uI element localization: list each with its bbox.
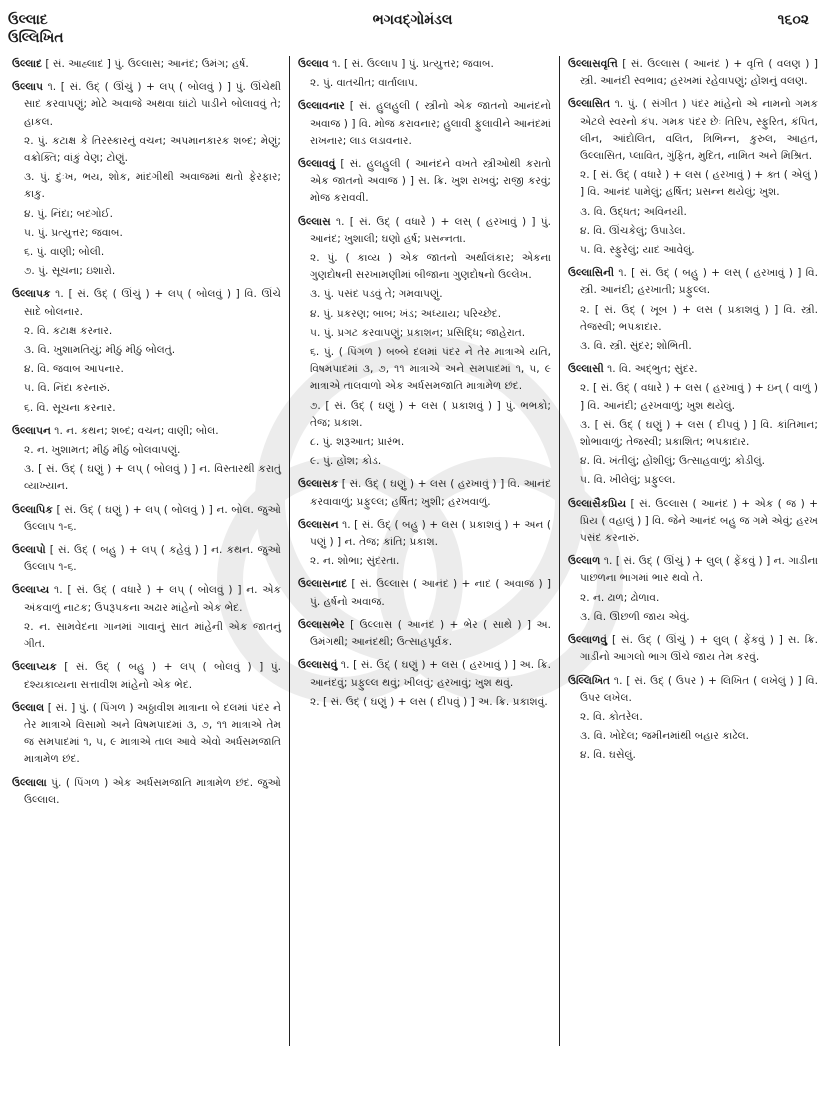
dictionary-entry (568, 361, 818, 489)
sense-item: ૨. ન. શોભા; સુંદરતા. (310, 555, 400, 568)
page-number: ૧૬૦૨ (777, 12, 809, 28)
entry-definition (12, 659, 281, 693)
headword: ઉલ્લાસિની (568, 267, 615, 280)
dictionary-entry (568, 56, 818, 90)
definition-text: ૧. [ સં. ઉલ્લાપ ] પું. પ્રત્યુત્તર; જવાબ. (328, 58, 494, 70)
headword: ઉલ્લાસન (298, 518, 339, 531)
sense-item: ૩. વિ. ઊછળી જાય એવું. (580, 610, 690, 623)
dictionary-entry (298, 98, 551, 150)
headword: ઉલ્લાપો (12, 544, 46, 557)
entry-definition (12, 542, 281, 576)
sense-item: ૪. વિ. ઊંચકેલું; ઉપાડેલ. (580, 224, 686, 237)
headword: ઉલ્લાવ (298, 58, 329, 70)
sense-item: ૨. વિ. કોતરેલ. (580, 710, 643, 723)
definition-text: પું. ( પિંગળ ) એક અર્ધસમજાતિ માત્રામેળ છંદ. જુઓ ઉલ્લાલ. (24, 776, 281, 806)
entry-definition (12, 56, 281, 73)
column-1 (10, 56, 290, 1046)
definition-text: [ સં. ઉદ્ ( ઘણું ) + લપ્ ( બોલવું ) ] ન. બોલ. જુઓ ઉલ્લાપ ૧-૬. (24, 503, 281, 533)
sense-item: ૫. વિ. સ્ફુરેલું; યાદ આવેલું. (580, 244, 695, 257)
definition-text: ૧. [ સં. ઉદ્ ( બહુ ) + લસ ( પ્રકાશવું ) + અન ( પણું ) ] ન. તેજ; કાંતિ; પ્રકાશ. (310, 518, 551, 549)
headword: ઉલ્લાસૈકપ્રિય (568, 497, 627, 510)
sense-item: ૩. [ સં. ઉદ્ ( ઘણું ) + લસ ( દીપવું ) ] વિ. કાંતિમાન; શોભાવાળું; તેજસ્વી; પ્રકાશિત; ભપકાદાર. (580, 418, 818, 449)
sense-item: ૨. વિ. કટાક્ષ કરનાર. (24, 324, 113, 337)
dictionary-entry (298, 576, 551, 610)
sense-item: ૨. ન. ખુશામત; મીઠું મીઠું બોલવાપણું. (24, 444, 181, 457)
sense-item: ૪. પું. પ્રકરણ; બાબ; ખંડ; અધ્યાય; પરિચ્છેદ. (310, 307, 502, 320)
sense-item: ૫. પું. પ્રગટ કરવાપણું; પ્રકાશન; પ્રસિદ્ધિ; જાહેરાત. (310, 326, 526, 339)
headword: ઉલ્લાપ્યક (12, 661, 57, 674)
dictionary-entry (568, 496, 818, 548)
dictionary-entry (298, 657, 551, 711)
dictionary-entry (298, 476, 551, 510)
entry-definition (298, 476, 551, 510)
dictionary-entry (568, 673, 818, 765)
entry-definition (298, 56, 551, 73)
sense-item: ૪. વિ. જવાબ આપનાર. (24, 363, 124, 376)
sense-item: ૬. પું. ( પિંગળ ) બબ્બે દલમાં પંદર ને તેર માત્રાએ યતિ, વિષમપાદમાં ૩, ૭, ૧૧ માત્રાએ અને સમપાદમાં ૧, ૫, ૯ માત્રાએ તાલવાળો એક અર્ધસમજાતિ માત્રામેળ છંદ. (310, 346, 551, 393)
headword: ઉલ્લાસ (298, 215, 331, 228)
entry-definition (12, 79, 281, 131)
sense-item: ૨. [ સં. ઉદ્ ( વધારે ) + લસ ( હરખાવું ) + ઇન્ ( વાળું ) ] વિ. આનંદી; હરખવાળું; ખુશ થયેલું. (580, 382, 818, 412)
sense-item: ૨. પું. કટાક્ષ કે તિરસ્કારનું વચન; અપમાનકારક શબ્દ; મેણું; વક્રોક્તિ; વાંકું વેણ; ટોણું. (24, 134, 281, 165)
headword: ઉલ્લાપ (12, 81, 43, 94)
headword: ઉલ્લાવવું (298, 158, 336, 171)
dictionary-entry (298, 617, 551, 651)
dictionary-entry (298, 214, 551, 471)
entry-definition (568, 96, 818, 165)
definition-text: [ સં. ઉલ્લાસ ( આનંદ ) + એક ( જ ) + પ્રિય ( વહાલું ) ] વિ. જેને આનંદ બહુ જ ગમે એવું; હરખ પસંદ કરનારું. (580, 497, 818, 545)
definition-text: [ સં. ઉદ્ ( ઊંચું ) + લુલ્ ( ફેંકવું ) ] સ. ક્રિ. ગાડીનો આગલો ભાગ ઊંચે જાય તેમ કરવું. (580, 634, 818, 664)
dictionary-entry (568, 553, 818, 626)
page-title: ભગવદ્ગોમંડલ (372, 12, 453, 28)
entry-definition (568, 632, 818, 666)
dictionary-entry (12, 700, 281, 769)
definition-text: [ સં. આહ્લાદ ] પું. ઉલ્લાસ; આનંદ; ઉમંગ; હર્ષ. (42, 58, 249, 70)
entry-definition (298, 576, 551, 610)
definition-text: [ સં. હુલહુલી ( સ્ત્રીનો એક જાતનો આનંદનો અવાજ ) ] વિ. મોજ કરાવનાર; હુલાવી ફુલાવીને આનંદમાં રાખનાર; લાડ લડાવનાર. (310, 100, 551, 147)
sense-item: ૨. [ સં. ઉદ્ ( વધારે ) + લસ ( હરખાવું ) + ક્ત ( એલું ) ] વિ. આનંદ પામેલું; હર્ષિત; પ્રસન્ન થયેલું; ખુશ. (580, 169, 818, 199)
headword: ઉલ્લાપન (12, 424, 51, 437)
sense-item: ૬. પું. વાણી; બોલી. (24, 246, 105, 259)
sense-item: ૭. [ સં. ઉદ્ ( ઘણું ) + લસ ( પ્રકાશવું ) ] પું. ભભકો; તેજ; પ્રકાશ. (310, 399, 551, 429)
sense-item: ૫. વિ. ખીલેલું; પ્રફુલ્લ. (580, 474, 676, 487)
headword: ઉલ્લાસી (568, 363, 604, 376)
dictionary-entry (12, 79, 281, 280)
entry-definition (568, 553, 818, 587)
definition-text: [ સં. ઉદ્ ( ઘણું ) + લસ ( હરખાવું ) ] વિ. આનંદ કરવાવાળું; પ્રફુલ્લ; હર્ષિત; ખુશી; હરખવાળું. (310, 478, 551, 508)
headword: ઉલ્લાસવું (298, 659, 338, 672)
headword: ઉલ્લાવનાર (298, 100, 345, 113)
sense-item: ૫. પું. પ્રત્યુત્તર; જવાબ. (24, 226, 123, 239)
headword: ઉલ્લાસનાદ (298, 578, 348, 591)
entry-definition (12, 582, 281, 616)
sense-item: ૨. ન. સામવેદના ગાનમાં ગાવાનું સાત માંહેની એક જાતનું ગીત. (24, 620, 281, 651)
sense-item: ૩. વિ. ખોદેલ; જમીનમાંથી બહાર કાઢેલ. (580, 730, 749, 743)
definition-text: [ સં. ] પું. ( પિંગળ ) અઠ્ઠાવીશ માત્રાના બે દલમાં પંદર ને તેર માત્રાએ વિસામો અને વિષમપાદમાં ૩, ૭, ૧૧ માત્રાએ તેમ જ સમપાદમાં ૧, ૫, ૯ માત્રાએ તાલ આવે એવો અર્ધસમજાતિ માત્રામેળ છંદ. (24, 701, 281, 766)
dictionary-entry (12, 502, 281, 536)
sense-item: ૮. પું. શરૂઆત; પ્રારંભ. (310, 436, 405, 449)
sense-item: ૩. વિ. ઉદ્ધત; અવિનયી. (580, 205, 687, 218)
entry-definition (12, 775, 281, 809)
dictionary-entry (298, 56, 551, 92)
sense-item: ૯. પું. હોંશ; કોડ. (310, 455, 382, 468)
headword: ઉલ્લાસભેર (298, 618, 345, 631)
definition-text: ૧. [ સં. ઉદ્ ( બહુ ) + લસ્ ( હરખાવું ) ] વિ. સ્ત્રી. આનંદી; હરખાતી; પ્રફુલ્લ. (580, 267, 818, 297)
dictionary-entry (12, 423, 281, 496)
headword: ઉલ્લિખિત (568, 674, 611, 687)
entry-definition (298, 657, 551, 691)
sense-item: ૩. પું. પસંદ પડવું તે; ગમવાપણું. (310, 288, 443, 301)
sense-item: ૫. વિ. નિંદા કરનારું. (24, 382, 111, 395)
entry-definition (12, 700, 281, 769)
entry-definition (298, 156, 551, 208)
headword: ઉલ્લાલ (12, 701, 45, 714)
definition-text: ૧. [ સં. ઉદ્ ( વધારે ) + લસ્ ( હરખાવું ) ] પું. આનંદ; ખુશાલી; ઘણો હર્ષ; પ્રસન્નતા. (310, 215, 551, 245)
entry-definition (12, 286, 281, 320)
dictionary-entry (12, 775, 281, 809)
sense-item: ૩. વિ. ખુશામતિયું; મીઠું મીઠું બોલતું. (24, 344, 176, 357)
dictionary-entry (298, 517, 551, 571)
definition-text: ૧. [ સં. ઉદ્ ( ઊંચું ) + લપ્ ( બોલવું ) ] પું. ઊંચેથી સાદ કરવાપણું; મોટે અવાજે અથવા ઘાંટો પાડીને બોલાવવું તે; હાકલ. (24, 81, 281, 128)
definition-text: ૧. [ સં. ઉદ્ ( ઊંચું ) + લુલ્ ( ફેંકવું ) ] ન. ગાડીના પાછળના ભાગમાં ભાર થવો તે. (580, 555, 818, 585)
definition-text: [ સં. ઉદ્ ( બહુ ) + લપ્ ( કહેવું ) ] ન. કથન. જુઓ ઉલ્લાપ ૧-૬. (24, 544, 281, 574)
column-2 (290, 56, 560, 1046)
entry-definition (12, 502, 281, 536)
entry-definition (568, 56, 818, 90)
definition-text: ૧. [ સં. ઉદ્ ( વધારે ) + લપ્ ( બોલવું ) ] ન. એક અંકવાળું નાટક; ઉપરૂપકના અઢાર માંહેનો એક ભેદ. (24, 584, 281, 614)
column-3 (560, 56, 818, 1056)
dictionary-entry (12, 542, 281, 576)
sense-item: ૨. ન. ઢાળ; ઢોળાવ. (580, 591, 660, 604)
dictionary-entry (12, 286, 281, 416)
definition-text: ૧. વિ. અદ્ભુત; સુંદર. (603, 363, 698, 376)
dictionary-entry (12, 659, 281, 693)
dictionary-entry (298, 156, 551, 208)
sense-item: ૪. વિ. ખંતીલું; હોંશીલું; ઉત્સાહવાળું; કોડીલું. (580, 455, 765, 468)
page-header (0, 0, 825, 50)
entry-definition (568, 496, 818, 548)
definition-text: ૧. પું. ( સંગીત ) પંદર માંહેનો એ નામનો ગમક એટલે સ્વરનો કંપ. ગમક પંદર છેઃ તિરિપ, સ્ફુરિત, કંપિત, લીન, આંદોલિત, વલિત, ત્રિભિન્ન, કુરુલ, આહત, ઉલ્લાસિત, પ્લાવિત, ગુંફિત, મુદિત, નામિત અને મિશ્રિત. (580, 98, 818, 163)
definition-text: ૧. [ સં. ઉદ્ ( ઘણું ) + લસ ( હરખાવું ) ] અ. ક્રિ. આનંદવું; પ્રફુલ્લ થવું; ખીલવું; હરખાવું; ખુશ થવું. (310, 659, 551, 689)
sense-item: ૨. [ સં. ઉદ્ ( ઘણું ) + લસ ( દીપવું ) ] અ. ક્રિ. પ્રકાશવું. (310, 695, 548, 708)
sense-item: ૨. પું. વાતચીત; વાર્તાલાપ. (310, 77, 418, 90)
sense-item: ૬. વિ. સૂચના કરનાર. (24, 401, 116, 414)
dictionary-entry (12, 582, 281, 653)
entry-definition (298, 214, 551, 248)
guide-word-first: ઉલ્લાદ (8, 12, 48, 28)
headword: ઉલ્લાસવૃત્તિ (568, 58, 618, 70)
dictionary-columns (10, 56, 818, 1056)
sense-item: ૭. પું. સૂચના; ઇશારો. (24, 265, 116, 278)
sense-item: ૩. [ સં. ઉદ્ ( ઘણું ) + લપ્ ( બોલવું ) ] ન. વિસ્તારથી કરાતું વ્યાખ્યાન. (24, 463, 281, 493)
entry-definition (568, 673, 818, 707)
entry-definition (568, 265, 818, 299)
headword: ઉલ્લાળ (568, 555, 601, 568)
definition-text: ૧. [ સં. ઉદ્ ( ઉપર ) + લિખિત ( લખેલું ) ] વિ. ઉપર લખેલ. (580, 674, 818, 704)
headword: ઉલ્લાલા (12, 776, 47, 789)
sense-item: ૩. વિ. સ્ત્રી. સુંદર; શોભિતી. (580, 340, 692, 353)
headword: ઉલ્લાપક (12, 288, 51, 301)
definition-text: ૧. ન. કથન; શબ્દ; વચન; વાણી; બોલ. (50, 424, 219, 437)
entry-definition (12, 423, 281, 440)
headword: ઉલ્લાપ્ય (12, 584, 50, 597)
dictionary-entry (568, 265, 818, 355)
guide-word-last: ઉલ્લિખિત (8, 30, 64, 46)
headword: ઉલ્લાસિત (568, 98, 611, 111)
entry-definition (298, 517, 551, 551)
headword: ઉલ્લાસક (298, 478, 339, 491)
entry-definition (298, 98, 551, 150)
definition-text: [ સં. હુલહુલી ( આનંદને વખતે સ્ત્રીઓથી કરાતો એક જાતનો અવાજ ) ] સ. ક્રિ. ખુશ રાખવું; રાજી કરવું; મોજ કરાવવી. (310, 158, 551, 205)
entry-definition (568, 361, 818, 378)
sense-item: ૨. પું. ( કાવ્ય ) એક જાતનો અર્થાલંકાર; એકના ગુણદોષની સરખામણીમાં બીજાના ગુણદોષનો ઉલ્લેખ. (310, 252, 551, 282)
entry-definition (298, 617, 551, 651)
definition-text: [ સં. ઉદ્ ( બહુ ) + લપ્ ( બોલવું ) ] પું. દશ્યકાવ્યના સત્તાવીશ માંહેનો એક ભેદ. (24, 661, 281, 691)
definition-text: ૧. [ સં. ઉદ્ ( ઊંચું ) + લપ્ ( બોલવું ) ] વિ. ઊંચે સાદે બોલનાર. (24, 288, 281, 318)
headword: ઉલ્લાપિક (12, 503, 53, 516)
headword: ઉલ્લાળવું (568, 634, 607, 647)
dictionary-entry (568, 96, 818, 259)
dictionary-entry (12, 56, 281, 73)
sense-item: ૩. પું. દુઃખ, ભય, શોક, માંદગીથી અવાજમાં થતો ફેરફાર; કાકુ. (24, 171, 281, 201)
sense-item: ૪. પું. નિંદા; બદગોઈ. (24, 207, 114, 220)
sense-item: ૨. [ સં. ઉદ્ ( ખૂબ ) + લસ ( પ્રકાશવું ) ] વિ. સ્ત્રી. તેજસ્વી; ભપકાદાર. (580, 303, 818, 333)
headword: ઉલ્લાદ (12, 58, 43, 70)
definition-text: [ સં. ઉલ્લાસ ( આનંદ ) + નાદ ( અવાજ ) ] પું. હર્ષનો અવાજ. (310, 578, 551, 608)
definition-text: [ સં. ઉલ્લાસ ( આનંદ ) + વૃત્તિ ( વલણ ) ] સ્ત્રી. આનંદી સ્વભાવ; હરખમાં રહેવાપણું; હોંશનું વલણ. (580, 58, 818, 88)
sense-item: ૪. વિ. ઘસેલું. (580, 749, 636, 762)
dictionary-entry (568, 632, 818, 666)
definition-text: [ ઉલ્લાસ ( આનંદ ) + ભેર ( સાથે ) ] અ. ઉમંગથી; આનંદથી; ઉત્સાહપૂર્વક. (310, 618, 551, 649)
